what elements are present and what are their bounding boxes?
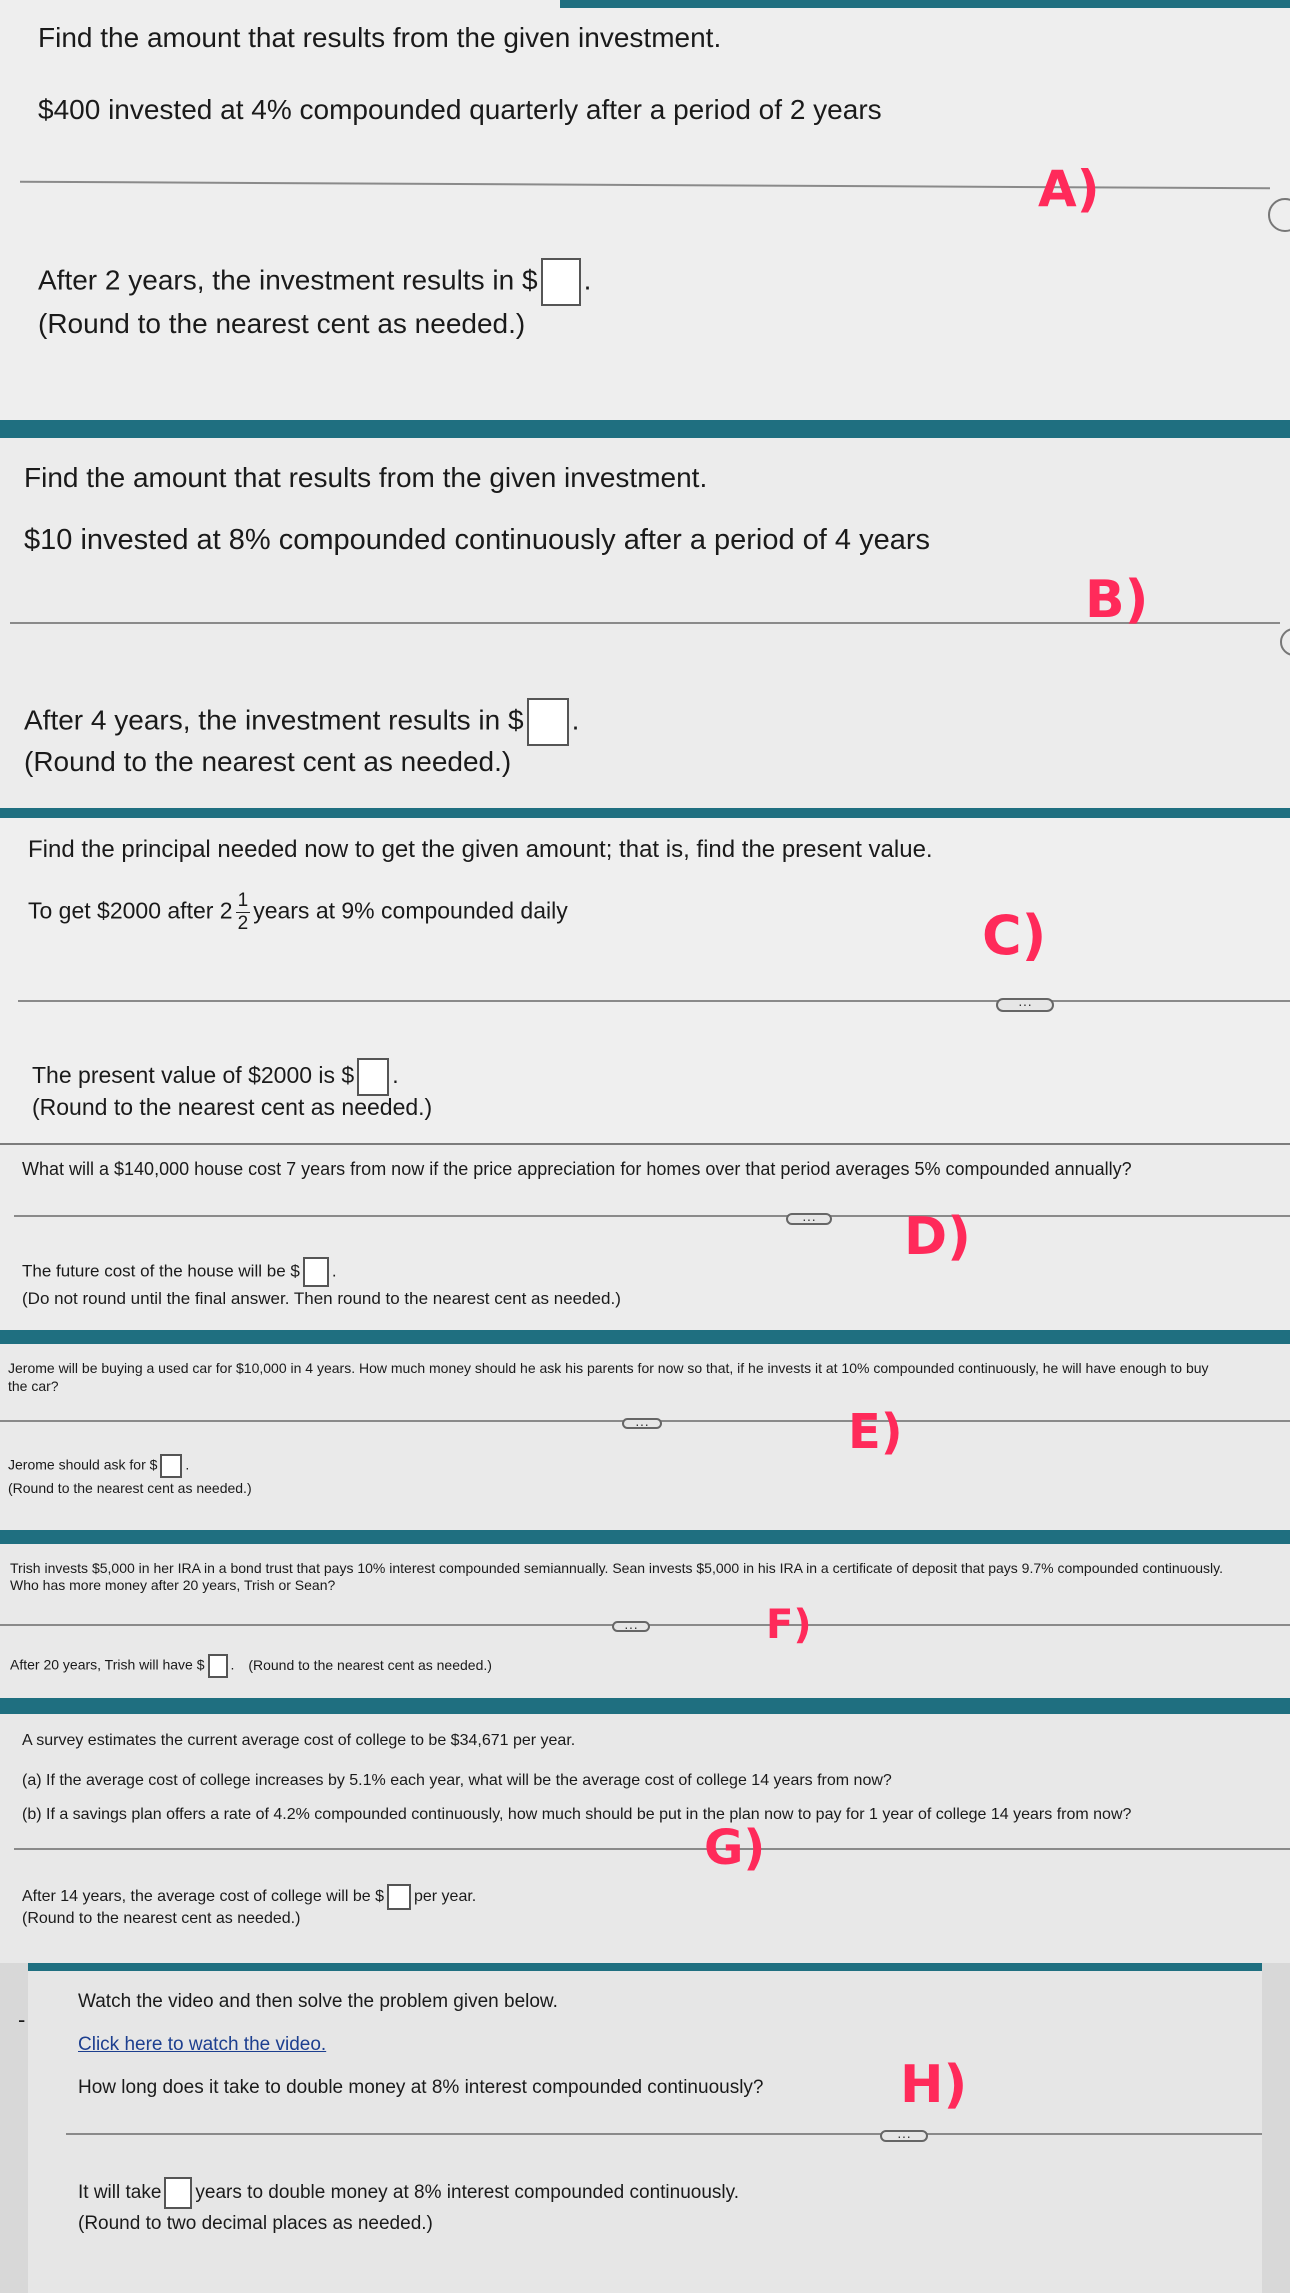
annotation-label-a: A) [1038,160,1100,218]
answer-prefix: The present value of $2000 is $ [32,1062,355,1089]
answer-suffix: years to double money at 8% interest compounded continuously. [195,2182,740,2204]
problem-e-panel [0,1330,1290,1530]
details-suffix: years at 9% compounded daily [253,897,568,924]
divider [18,1000,1290,1002]
dash-mark: - [18,2007,26,2032]
problem-f-panel [0,1530,1290,1698]
answer-input[interactable] [303,1257,329,1287]
problem-d-panel [0,1143,1290,1330]
rounding-note: (Round to two decimal places as needed.) [78,2213,433,2234]
panel-top-bar [0,1530,1290,1544]
question-line-1: Trish invests $5,000 in her IRA in a bond trust that pays 10% interest compounded semiannually. Sean invests $5,000 in his IRA in a certificate of deposit that pays 9.7% compounded continuously. [10,1560,1224,1576]
question-line-1: Jerome will be buying a used car for $10,000 in 4 years. How much money should he ask his parents for now so that, if he invests it at 10% compounded continuously, he will have enough to buy [8,1360,1209,1376]
details-prefix: To get $2000 after 2 [28,897,233,924]
answer-input[interactable] [164,2177,192,2209]
panel-top-bar [0,808,1290,818]
answer-prefix: The future cost of the house will be $ [22,1261,300,1281]
rounding-note: (Round to the nearest cent as needed.) [8,1480,252,1496]
answer-input[interactable] [541,258,581,306]
collapse-handle[interactable] [1280,628,1290,656]
annotation-label-g: G) [704,1820,766,1876]
panel-top-bar [560,0,1290,8]
rounding-note: (Round to the nearest cent as needed.) [22,1910,301,1927]
answer-line [78,2177,739,2209]
answer-input[interactable] [160,1454,182,1478]
annotation-label-d: D) [904,1207,971,1267]
answer-line [32,1058,399,1096]
answer-prefix: After 20 years, Trish will have $ [10,1656,205,1673]
panel-top-bar [0,1330,1290,1344]
question-text: Find the amount that results from the given investment. [38,22,722,53]
answer-suffix: . [331,1261,337,1281]
rounding-note: (Round to the nearest cent as needed.) [248,1656,492,1673]
watch-video-link[interactable]: Click here to watch the video. [78,2034,327,2055]
divider [14,1215,1290,1217]
rounding-note: (Round to the nearest cent as needed.) [32,1094,433,1120]
question-text: What will a $140,000 house cost 7 years from now if the price appreciation for homes over that period averages 5% compounded annually? [22,1159,1132,1179]
answer-suffix: . [185,1456,190,1473]
problem-b-panel [0,420,1290,815]
problem-h-outer [0,1963,1290,2293]
answer-prefix: Jerome should ask for $ [8,1456,158,1473]
details-text: $400 invested at 4% compounded quarterly after a period of 2 years [38,94,882,125]
problem-c-panel [0,808,1290,1143]
details-text: $10 invested at 8% compounded continuously after a period of 4 years [24,524,931,556]
collapse-handle[interactable] [1268,198,1290,232]
more-options-button[interactable]: ··· [880,2130,928,2142]
answer-suffix: . [571,704,580,736]
question-text: How long does it take to double money at 8% interest compounded continuously? [78,2077,764,2098]
annotation-label-e: E) [848,1404,903,1460]
question-text: Find the principal needed now to get the given amount; that is, find the present value. [28,836,933,863]
divider [66,2133,1262,2135]
panel-top-bar [28,1963,1262,1971]
part-b-text: (b) If a savings plan offers a rate of 4.2% compounded continuously, how much should be put in the plan now to pay for 1 year of college 14 years from now? [22,1806,1132,1823]
problem-a-panel [0,0,1290,420]
answer-suffix: . [230,1656,235,1673]
question-line-2: Who has more money after 20 years, Trish or Sean? [10,1577,336,1593]
question-line-2: the car? [8,1378,59,1394]
answer-input[interactable] [527,698,569,746]
fraction [236,890,251,935]
details-text [28,890,568,935]
part-a-text: (a) If the average cost of college increases by 5.1% each year, what will be the average cost of college 14 years from now? [22,1772,892,1789]
answer-input[interactable] [208,1654,228,1678]
answer-prefix: After 2 years, the investment results in $ [38,264,538,296]
answer-suffix: per year. [413,1888,477,1906]
answer-line [38,258,591,306]
question-text: A survey estimates the current average cost of college to be $34,671 per year. [22,1732,576,1749]
answer-line [8,1454,189,1478]
problem-g-panel [0,1698,1290,1963]
more-options-button[interactable]: ··· [786,1213,832,1225]
answer-suffix: . [392,1062,399,1089]
question-text: Find the amount that results from the given investment. [24,462,708,493]
panel-top-bar [0,1143,1290,1145]
rounding-note: (Round to the nearest cent as needed.) [38,308,526,339]
rounding-note: (Round to the nearest cent as needed.) [24,746,512,777]
answer-prefix: After 14 years, the average cost of college will be $ [22,1888,384,1906]
panel-top-bar [0,1698,1290,1714]
fraction-denominator: 2 [237,913,249,934]
problem-h-panel [28,1963,1262,2293]
rounding-note: (Do not round until the final answer. Then round to the nearest cent as needed.) [22,1289,621,1308]
answer-input[interactable] [357,1058,389,1096]
answer-input[interactable] [387,1884,411,1910]
more-options-button[interactable]: ··· [612,1621,650,1632]
more-options-button[interactable]: ··· [996,998,1054,1012]
fraction-numerator: 1 [237,890,249,911]
annotation-label-b: B) [1085,570,1149,630]
answer-line [22,1884,476,1910]
answer-prefix: After 4 years, the investment results in $ [24,704,524,736]
divider [14,1848,1290,1850]
annotation-label-c: C) [982,904,1047,967]
annotation-label-f: F) [766,1602,812,1648]
answer-line [10,1654,492,1678]
more-options-button[interactable]: ··· [622,1418,662,1429]
intro-text: Watch the video and then solve the problem given below. [78,1991,558,2012]
answer-line [24,698,579,746]
annotation-label-h: H) [900,2055,968,2115]
panel-top-bar [0,420,1290,438]
answer-line [22,1257,337,1287]
answer-suffix: . [583,264,592,296]
answer-prefix: It will take [78,2182,162,2204]
